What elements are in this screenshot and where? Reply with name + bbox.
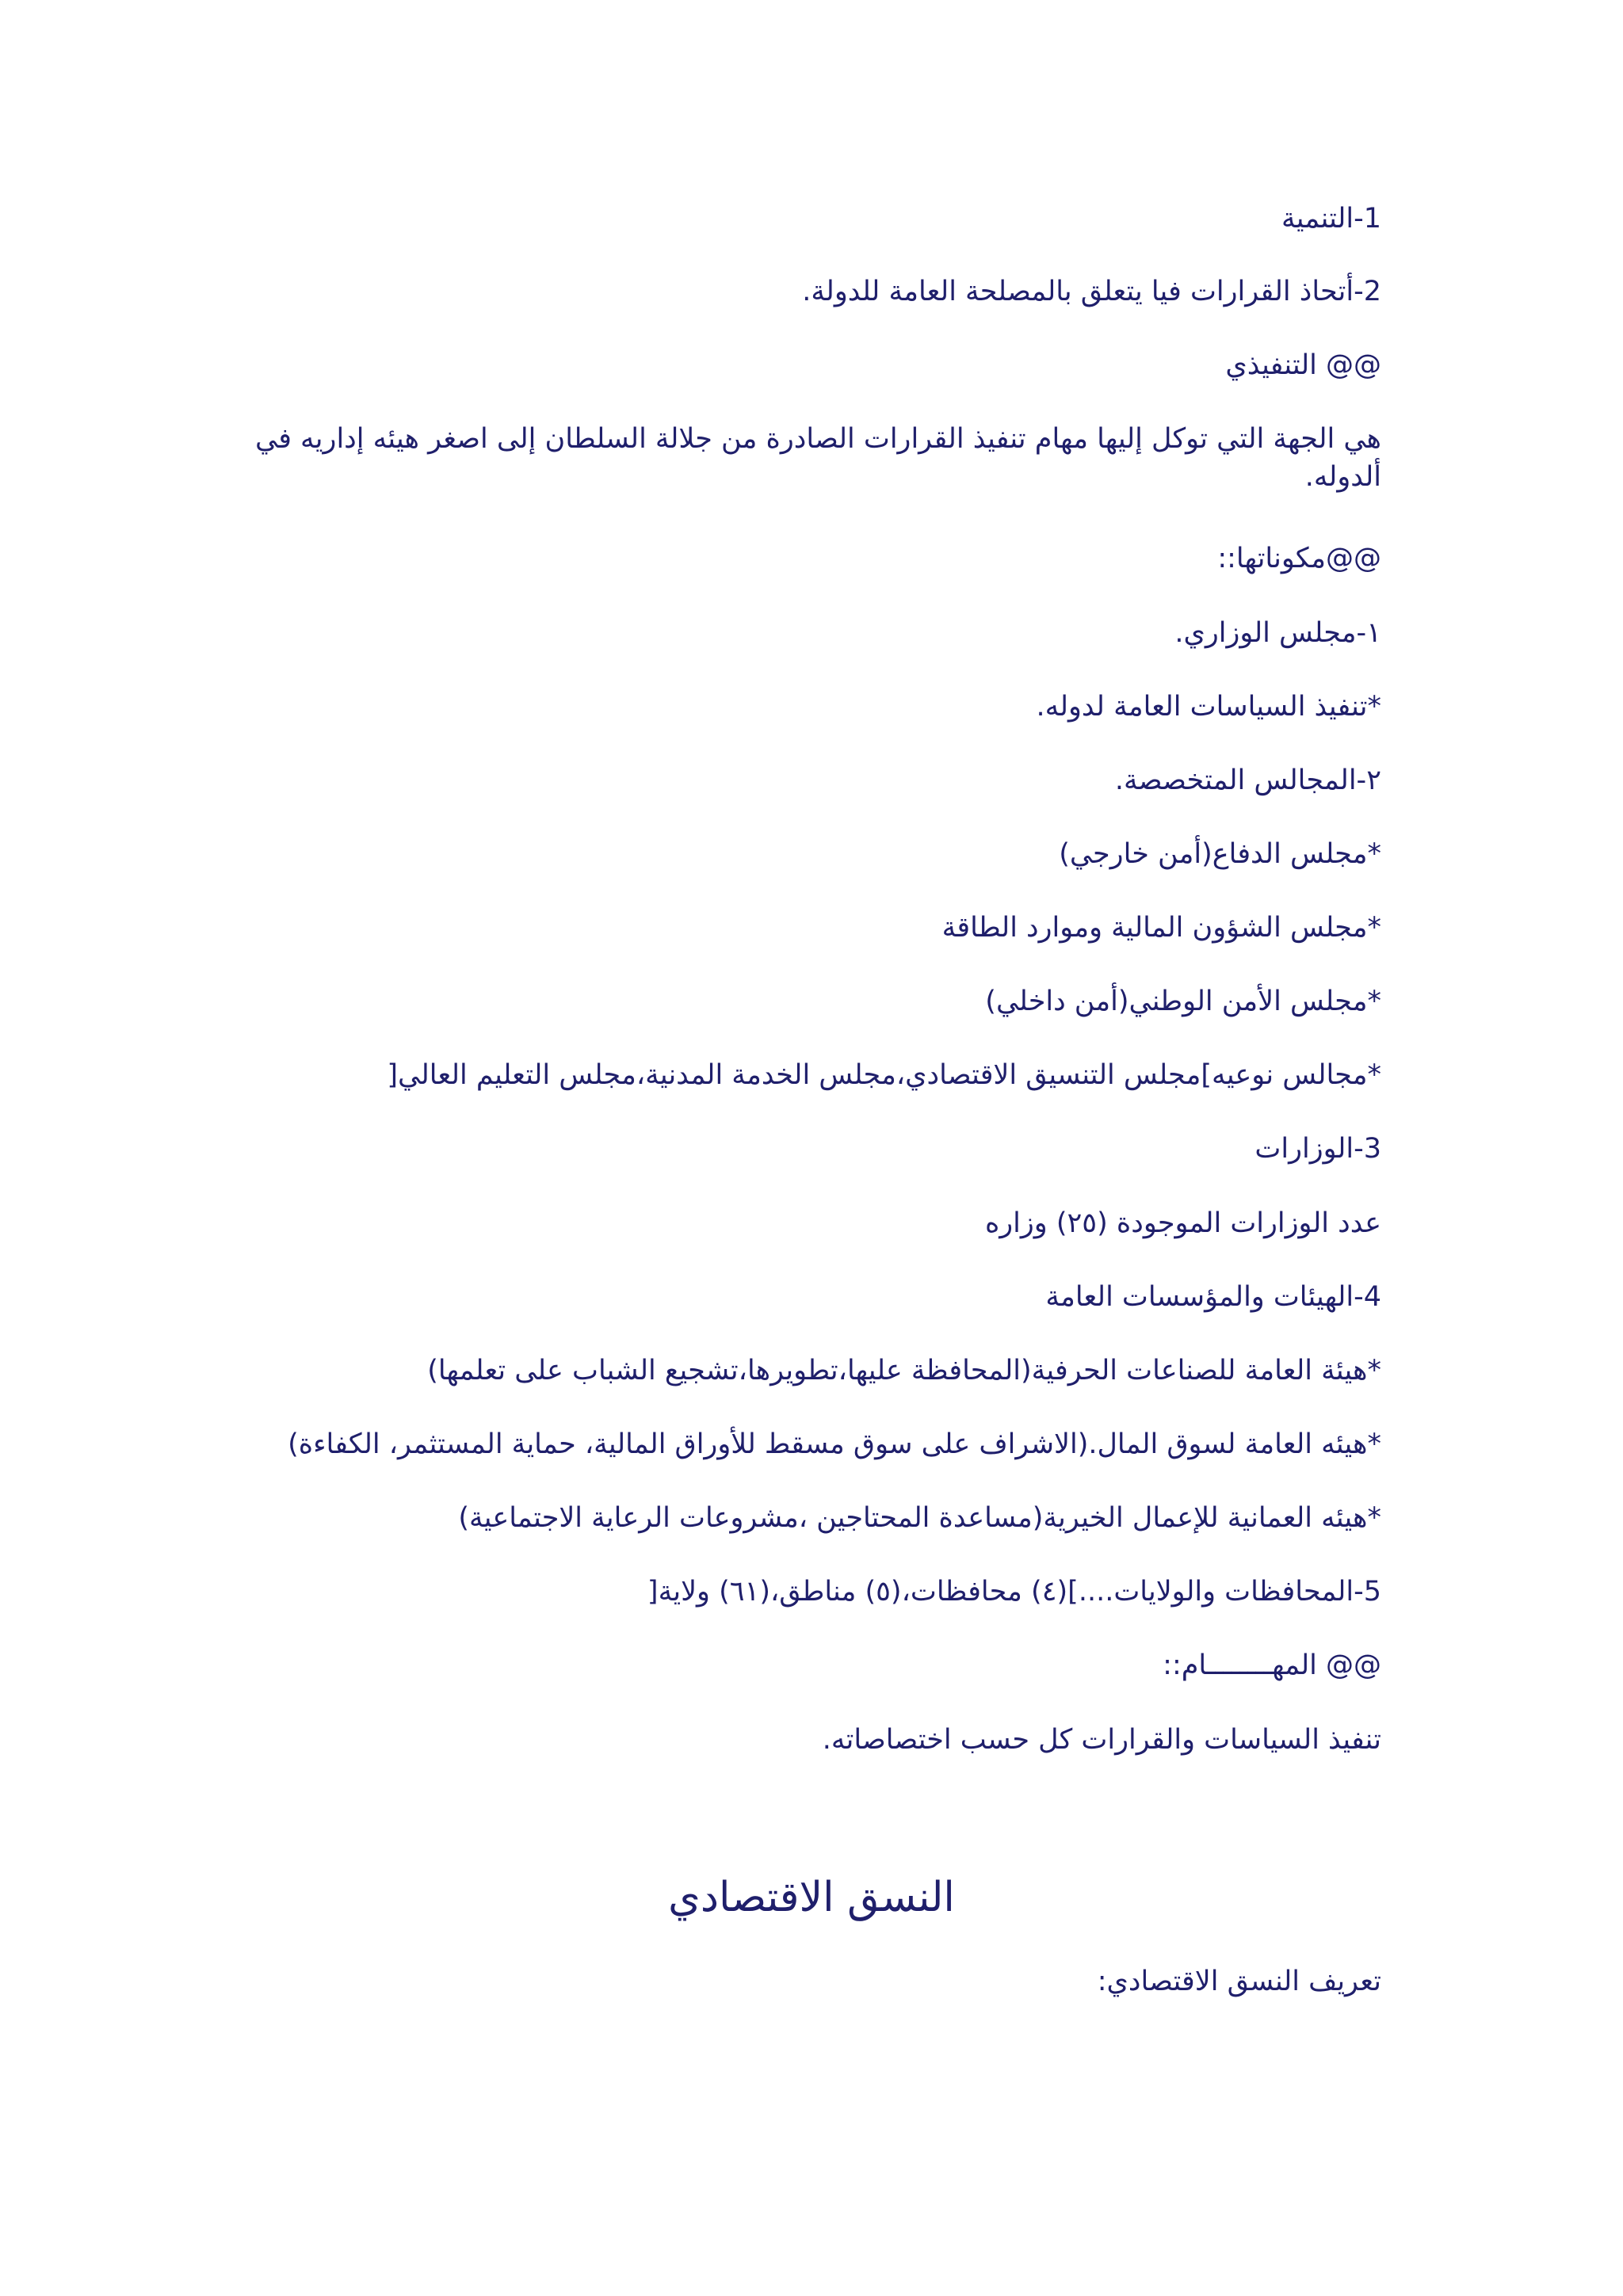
list-item-special-councils: *مجالس نوعيه]مجلس التنسيق الاقتصادي،مجلس الخدمة المدنية،مجلس التعليم العالي[: [387, 1059, 1381, 1091]
list-item-national-security-council: *مجلس الأمن الوطني(أمن داخلي): [985, 986, 1381, 1017]
section-title-tasks: @@ المهــــــــام::: [1163, 1650, 1381, 1681]
list-item-capital-market-authority: *هيئه العامة لسوق المال.(الاشراف على سوق مسقط للأوراق المالية، حماية المستثمر، الكفاءة): [288, 1428, 1381, 1460]
section-title-executive: @@ التنفيذي: [1225, 349, 1381, 381]
list-item-public-policies: *تنفيذ السياسات العامة لدوله.: [1036, 691, 1381, 723]
section-title-components: @@مكوناتها::: [1217, 543, 1381, 574]
tasks-description: تنفيذ السياسات والقرارات كل حسب اختصاصاته.: [822, 1724, 1381, 1756]
list-item-governorates: 5-المحافظات والولايات....](٤) محافظات،(٥) مناطق،(٦١) ولاية[: [647, 1576, 1381, 1608]
executive-definition: هي الجهة التي توكل إليها مهام تنفيذ القرارات الصادرة من جلالة السلطان إلى اصغر هيئه إداريه في ألدوله.: [255, 423, 1381, 493]
subheading: تعريف النسق الاقتصادي:: [1097, 1966, 1381, 1997]
list-item-ministry-count: عدد الوزارات الموجودة (٢٥) وزاره: [984, 1207, 1381, 1239]
list-item-decision-making: 2-أتحاذ القرارات فيا يتعلق بالمصلحة العامة للدولة.: [802, 276, 1381, 307]
list-item-crafts-authority: *هيئة العامة للصناعات الحرفية(المحافظة عليها،تطويرها،تشجيع الشباب على تعلمها): [427, 1355, 1381, 1386]
list-item-specialized-councils: ٢-المجالس المتخصصة.: [1114, 765, 1381, 796]
list-item-development: 1-التنمية: [1281, 203, 1381, 235]
list-item-charity-organization: *هيئه العمانية للإعمال الخيرية(مساعدة المحتاجين ،مشروعات الرعاية الاجتماعية): [458, 1502, 1381, 1534]
list-item-council-of-ministers: ١-مجلس الوزاري.: [1174, 617, 1381, 649]
list-item-finance-council: *مجلس الشؤون المالية وموارد الطاقة: [941, 912, 1381, 944]
list-item-public-bodies: 4-الهيئات والمؤسسات العامة: [1045, 1281, 1381, 1313]
page-heading: النسق الاقتصادي: [668, 1874, 955, 1921]
list-item-ministries: 3-الوزارات: [1254, 1133, 1381, 1165]
list-item-defense-council: *مجلس الدفاع(أمن خارجي): [1059, 838, 1381, 870]
